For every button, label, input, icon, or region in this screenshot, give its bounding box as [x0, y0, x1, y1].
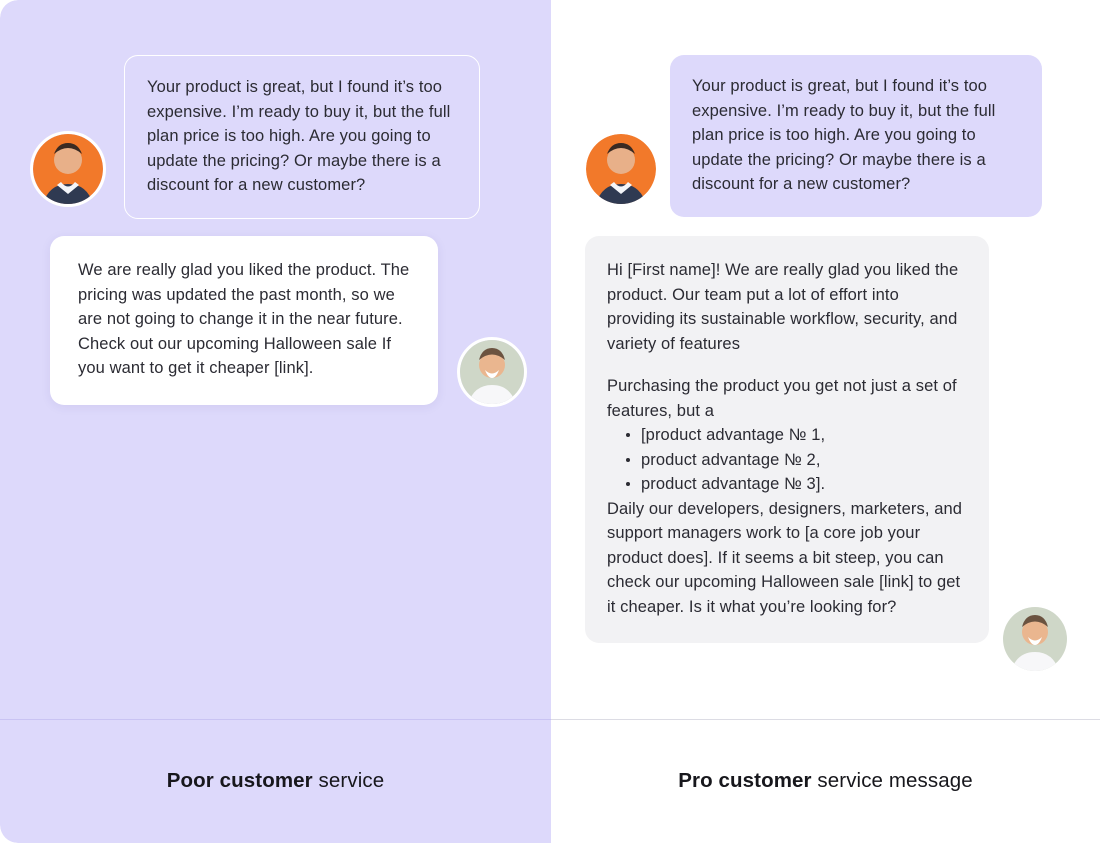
- agent-advantages-list: [607, 423, 969, 497]
- customer-message-text-left: Your product is great, but I found it’s too expensive. I’m ready to buy it, but the full plan price is too high. Are you going to update the pricing? Or maybe there is a discount for a new customer?: [147, 78, 451, 194]
- agent-message-bubble-right: [585, 236, 989, 643]
- agent-message-bubble-left: [50, 236, 438, 405]
- caption-pro-rest: service message: [811, 769, 973, 792]
- agent-paragraph-3: Daily our developers, designers, marketers, and support managers work to [a core job your product does]. If it seems a bit steep, you can check our upcoming Halloween sale [link] to get it cheaper. Is it what you’re looking for?: [607, 499, 963, 616]
- agent-avatar-icon: [1000, 604, 1070, 674]
- agent-avatar-icon: [457, 337, 527, 407]
- list-item: product advantage № 2,: [641, 448, 969, 473]
- caption-pro-service: [551, 766, 1100, 796]
- customer-avatar-icon: [583, 131, 659, 207]
- divider-left: [0, 719, 551, 720]
- agent-message-text-left: We are really glad you liked the product. The pricing was updated the past month, so we are not going to change it in the near future. Check out our upcoming Halloween sale If you want to get it cheaper [link].: [78, 261, 410, 377]
- caption-pro-strong: Pro customer: [678, 769, 812, 792]
- agent-paragraph-1: Hi [First name]! We are really glad you liked the product. Our team put a lot of effort into providing its sustainable workflow, security, and variety of features: [607, 261, 959, 353]
- customer-message-bubble-right: [670, 55, 1042, 217]
- customer-message-bubble-left: [124, 55, 480, 219]
- list-item: [product advantage № 1,: [641, 423, 969, 448]
- list-item: product advantage № 3].: [641, 472, 969, 497]
- caption-poor-strong: Poor customer: [166, 769, 313, 792]
- caption-poor-service: [0, 766, 551, 796]
- customer-avatar-icon: [30, 131, 106, 207]
- customer-message-text-right: Your product is great, but I found it’s too expensive. I’m ready to buy it, but the full plan price is too high. Are you going to update the pricing? Or maybe there is a discount for a new customer?: [692, 77, 996, 193]
- divider-right: [551, 719, 1100, 720]
- caption-poor-rest: service: [312, 769, 385, 792]
- agent-paragraph-2: Purchasing the product you get not just a set of features, but a: [607, 377, 957, 420]
